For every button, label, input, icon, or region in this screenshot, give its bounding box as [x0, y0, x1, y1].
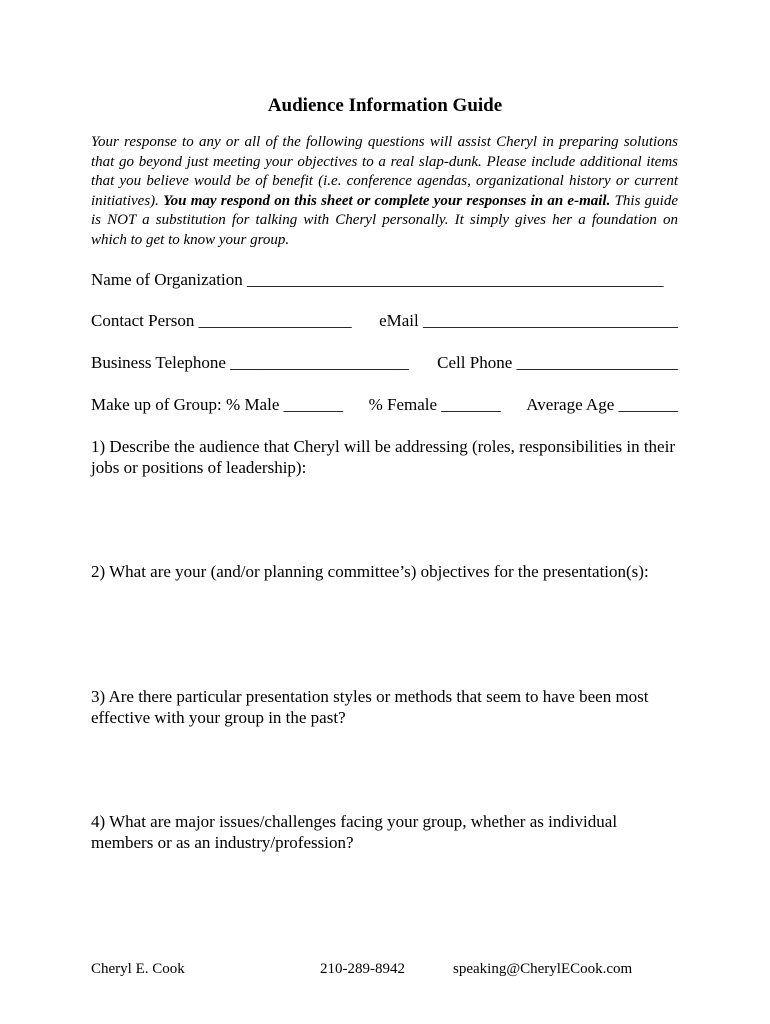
question-2: 2) What are your (and/or planning committee’s) objectives for the presentation(s): — [91, 562, 649, 581]
contact-field-row — [91, 310, 678, 332]
email-field: eMail ______________________________ — [379, 311, 678, 330]
question-1: 1) Describe the audience that Cheryl will be addressing (roles, responsibilities in their jobs or positions of leadership): — [91, 437, 675, 477]
intro-text-1: Your response to any or all of the following questions will assist Cheryl in preparing solutions that go beyond just meeting your objectives to a real slap-dunk. Please include additional items that you believe would be of benefit (i.e. conference agendas, organizational history or current initiatives). — [91, 134, 678, 209]
question-3: 3) Are there particular presentation styles or methods that seem to have been most effective with your group in the past? — [91, 687, 649, 727]
footer-email: speaking@CherylECook.com — [453, 961, 633, 977]
female-percent-field: % Female _______ — [368, 395, 501, 414]
business-telephone-field: Business Telephone _____________________ — [91, 353, 409, 372]
telephone-field-row — [91, 352, 678, 374]
intro-paragraph — [91, 133, 678, 250]
question-4: 4) What are major issues/challenges facing your group, whether as individual members or as an industry/profession? — [91, 812, 618, 852]
contact-person-field: Contact Person __________________ — [91, 311, 352, 330]
page-title: Audience Information Guide — [267, 95, 503, 116]
intro-text-2: This guide is NOT a substitution for talking with Cheryl personally. It simply gives her a foundation on which to get to know your group. — [91, 192, 678, 248]
group-makeup-row — [91, 394, 678, 416]
male-percent-field: Make up of Group: % Male _______ — [91, 395, 344, 414]
footer-name: Cheryl E. Cook — [91, 961, 185, 977]
organization-field: Name of Organization _________________________________________________ — [91, 270, 664, 289]
intro-bold-text: You may respond on this sheet or complete your responses in an e-mail. — [163, 192, 611, 209]
average-age-field: Average Age _______ — [526, 395, 678, 414]
footer-phone: 210-289-8942 — [320, 961, 405, 977]
cell-phone-field: Cell Phone ___________________ — [437, 353, 678, 372]
organization-field-row — [91, 269, 678, 291]
